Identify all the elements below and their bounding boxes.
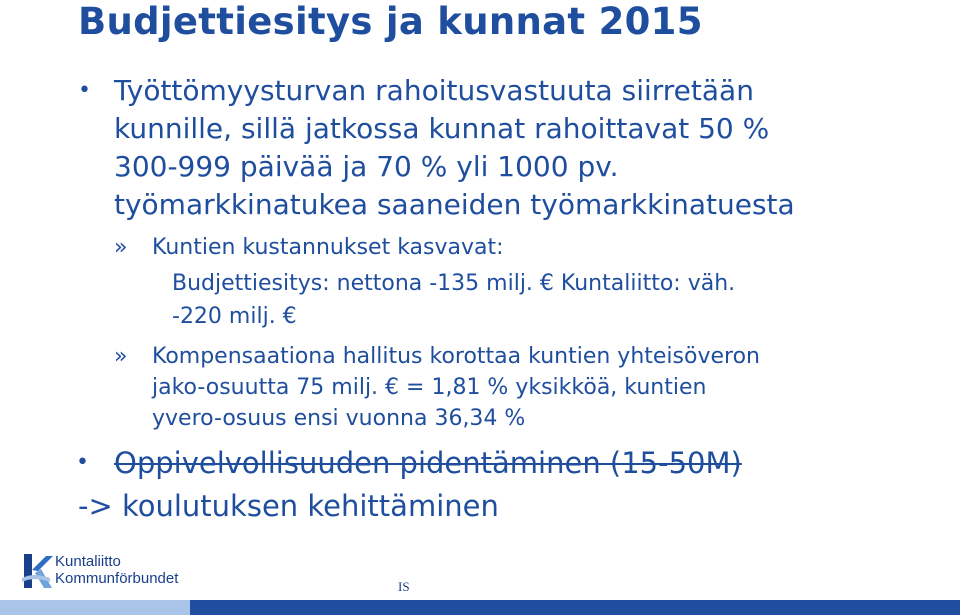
bullet-1-marker: • <box>78 78 91 103</box>
footer-bar-light <box>0 600 190 615</box>
sub-bullet-1-marker: » <box>114 235 128 260</box>
sub-bullet-2-line-2: jako-osuutta 75 milj. € = 1,81 % yksikköä, kuntien <box>152 375 707 400</box>
logo-line-1: Kuntaliitto <box>55 553 121 570</box>
bullet-2 <box>78 444 948 482</box>
slide-title: Budjettiesitys ja kunnat 2015 <box>78 0 703 43</box>
sub-bullet-1 <box>78 232 948 263</box>
footer-code: IS <box>398 579 410 594</box>
bullet-1-line-2: kunnille, sillä jatkossa kunnat rahoittavat 50 % <box>114 112 770 145</box>
bullet-1-line-4: työmarkkinatukea saaneiden työmarkkinatuesta <box>114 188 795 221</box>
logo-line-2: Kommunförbundet <box>55 570 179 587</box>
arrow-line: -> koulutuksen kehittäminen <box>78 489 499 523</box>
bullet-1-line-3: 300-999 päivää ja 70 % yli 1000 pv. <box>114 150 619 183</box>
kuntaliitto-logo-text <box>55 553 178 587</box>
cost-detail <box>78 267 948 333</box>
cost-detail-line-2: -220 milj. € <box>172 304 297 329</box>
footer-bar-dark <box>190 600 960 615</box>
bullet-2-text: Oppivelvollisuuden pidentäminen (15-50M) <box>114 446 742 480</box>
slide-content <box>78 72 948 526</box>
sub-bullet-2-line-3: yvero-osuus ensi vuonna 36,34 % <box>152 406 526 431</box>
bullet-1 <box>78 72 948 224</box>
kuntaliitto-logo <box>22 552 212 592</box>
sub-bullet-1-text: Kuntien kustannukset kasvavat: <box>152 235 504 260</box>
sub-bullet-2-line-1: Kompensaationa hallitus korottaa kuntien yhteisöveron <box>152 344 760 369</box>
bullet-2-marker: • <box>76 450 89 475</box>
cost-detail-line-1: Budjettiesitys: nettona -135 milj. € Kuntaliitto: väh. <box>172 271 736 296</box>
sub-bullet-2 <box>78 341 948 434</box>
bullet-1-line-1: Työttömyysturvan rahoitusvastuuta siirretään <box>114 74 754 107</box>
sub-bullet-2-marker: » <box>114 344 128 369</box>
kuntaliitto-logo-icon <box>22 552 54 590</box>
